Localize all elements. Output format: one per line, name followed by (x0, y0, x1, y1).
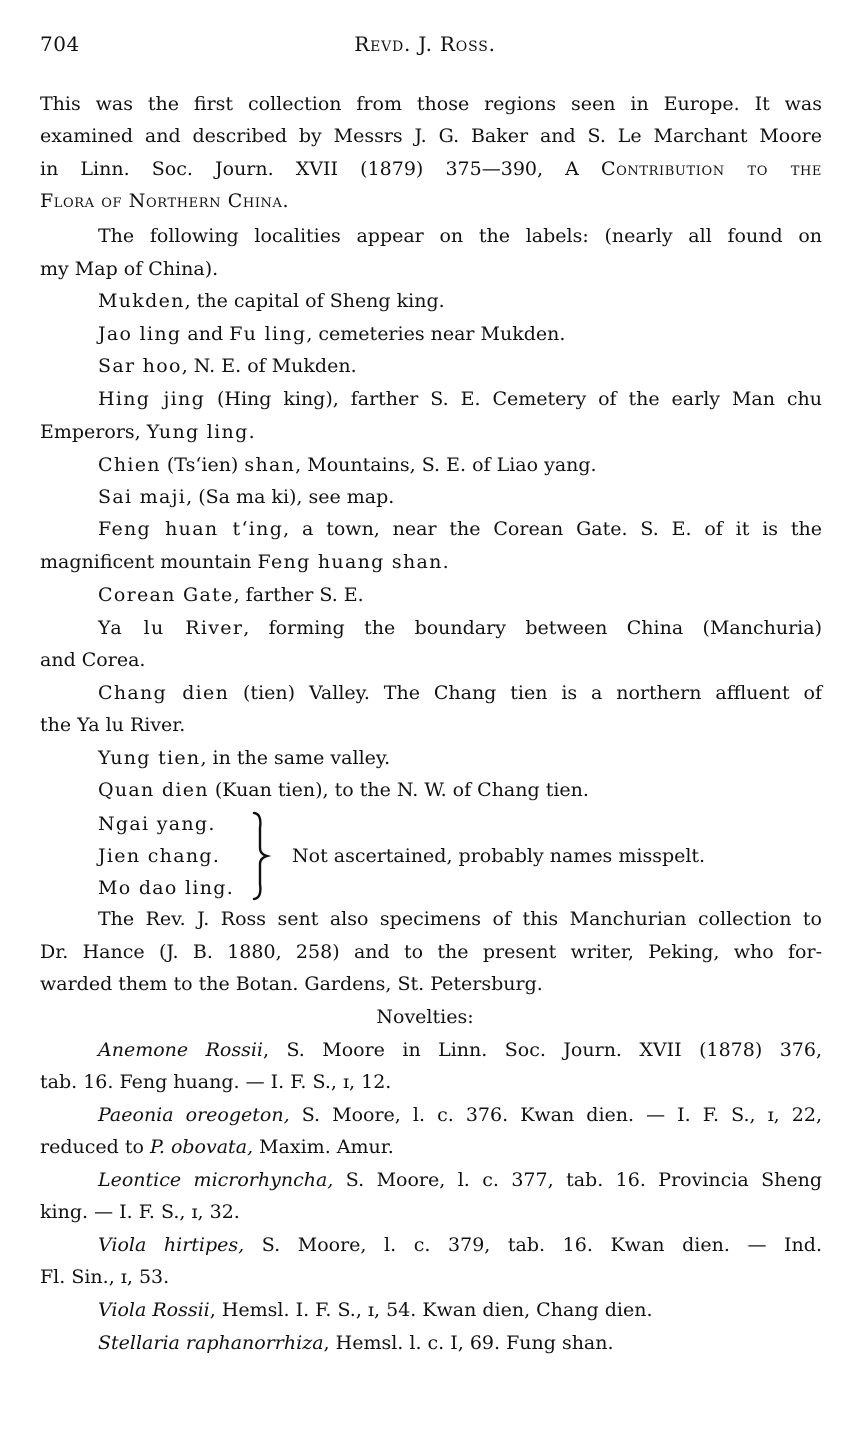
locality-desc: . (248, 421, 255, 443)
novelty-entry (98, 1327, 822, 1359)
species-name: Viola hirtipes, (98, 1234, 245, 1256)
locality-entry (98, 513, 822, 545)
locality-desc: , in the same valley. (200, 747, 391, 769)
article-title-cont: Flora of Northern China. (40, 190, 290, 212)
locality-entry (98, 481, 822, 513)
locality-name: shan (244, 454, 296, 476)
species-citation: Maxim. Amur. (253, 1136, 394, 1158)
locality-name: Ngai yang. (98, 813, 216, 835)
locality-name: Feng huang shan (257, 551, 443, 573)
novelty-entry-cont: Fl. Sin., ɪ, 53. (40, 1266, 170, 1288)
paragraph-line: Dr. Hance (J. B. 1880, 258) and to the present writer, Peking, who for- (40, 941, 822, 963)
paragraph-line: warded them to the Botan. Gardens, St. Petersburg. (40, 973, 543, 995)
locality-desc: (Ts‘ien) (160, 454, 245, 476)
locality-entry-cont (40, 416, 255, 448)
species-name: Paeonia oreogeton, (98, 1104, 290, 1126)
locality-name: Fu ling (229, 323, 307, 345)
locality-name: Mukden (98, 290, 185, 312)
paragraph-line: examined and described by Messrs J. G. Baker and S. Le Marchant Moore (40, 125, 822, 147)
locality-desc: (Kuan tien), to the N. W. of Chang tien. (208, 779, 589, 801)
locality-entry-cont (40, 546, 449, 578)
locality-desc: (tien) Valley. The Chang tien is a northern affluent of (229, 682, 822, 704)
locality-desc: , forming the boundary between China (Manchuria) (243, 617, 822, 639)
species-citation: S. Moore, l. c. 377, tab. 16. Provincia Sheng (333, 1169, 823, 1191)
locality-entry-cont: the Ya lu River. (40, 714, 186, 736)
locality-desc: magnificent mountain (40, 551, 258, 573)
locality-entry (98, 774, 822, 806)
locality-name: Mo dao ling. (98, 877, 235, 899)
locality-entry (98, 350, 822, 382)
novelty-entry-cont (40, 1131, 394, 1163)
locality-desc: Emperors, (40, 421, 147, 443)
species-name: Viola Rossii (98, 1299, 210, 1321)
locality-desc: , N. E. of Mukden. (181, 355, 357, 377)
locality-desc: , a town, near the Corean Gate. S. E. of it is the (283, 518, 822, 540)
locality-name: Hing jing (98, 388, 206, 410)
locality-entry (98, 285, 822, 317)
locality-entry (98, 742, 822, 774)
locality-name: Chien (98, 454, 161, 476)
locality-desc: , Mountains, S. E. of Liao yang. (295, 454, 597, 476)
novelty-entry (98, 1164, 822, 1196)
locality-desc: , cemeteries near Mukden. (306, 323, 566, 345)
locality-desc: . (442, 551, 449, 573)
locality-name: Chang dien (98, 682, 230, 704)
species-citation: S. Moore, l. c. 376. Kwan dien. — I. F. S., ɪ, 22, (289, 1104, 822, 1126)
novelty-entry (98, 1034, 822, 1066)
paragraph-line: This was the first collection from those regions seen in Europe. It was (40, 93, 822, 115)
novelty-entry (98, 1229, 822, 1261)
locality-desc: , farther S. E. (233, 584, 364, 606)
species-citation: S. Moore, l. c. 379, tab. 16. Kwan dien. — Ind. (244, 1234, 822, 1256)
line-text: in Linn. Soc. Journ. XVII (1879) 375—390, A (40, 158, 602, 180)
locality-name: Feng huan t‘ing (98, 518, 284, 540)
species-citation: , S. Moore in Linn. Soc. Journ. XVII (1878) 376, (262, 1039, 823, 1061)
locality-entry (98, 579, 822, 611)
locality-name: Sai maji (98, 486, 187, 508)
locality-desc: , the capital of Sheng king. (184, 290, 445, 312)
species-name: Leontice microrhyncha, (98, 1169, 334, 1191)
novelties-heading: Novelties: (376, 1006, 474, 1028)
locality-desc: , (Sa ma ki), see map. (186, 486, 395, 508)
novelty-entry (98, 1099, 822, 1131)
novelty-entry-cont: tab. 16. Feng huang. — I. F. S., ɪ, 12. (40, 1071, 392, 1093)
locality-desc: (Hing king), farther S. E. Cemetery of the early Man chu (205, 388, 823, 410)
locality-name: Yung tien (98, 747, 201, 769)
species-citation: , Hemsl. I. F. S., ɪ, 54. Kwan dien, Chang dien. (209, 1299, 653, 1321)
novelty-entry (98, 1294, 822, 1326)
species-name: Stellaria raphanorrhiza (98, 1332, 324, 1354)
brace-note: Not ascertained, probably names misspelt. (292, 845, 706, 867)
locality-entry (98, 318, 822, 350)
curly-brace-icon (240, 810, 280, 902)
locality-entry (98, 449, 822, 481)
locality-entry (98, 677, 822, 709)
locality-name: Sar hoo (98, 355, 182, 377)
locality-name: Jien chang. (98, 845, 221, 867)
locality-connector: and (181, 323, 230, 345)
paragraph-line (40, 153, 822, 185)
locality-name: Quan dien (98, 779, 209, 801)
species-citation: reduced to (40, 1136, 150, 1158)
locality-entry-cont: and Corea. (40, 649, 146, 671)
locality-name: Ya lu River (98, 617, 244, 639)
novelty-entry-cont: king. — I. F. S., ɪ, 32. (40, 1201, 240, 1223)
locality-name: Corean Gate (98, 584, 234, 606)
running-head: Revd. J. Ross. (354, 32, 496, 56)
locality-entry (98, 612, 822, 644)
species-citation: , Hemsl. l. c. I, 69. Fung shan. (323, 1332, 614, 1354)
species-name: Anemone Rossii (98, 1039, 263, 1061)
species-name: P. obovata, (149, 1136, 254, 1158)
locality-name: Jao ling (98, 323, 182, 345)
locality-entry (98, 383, 822, 415)
page-number: 704 (40, 32, 80, 56)
paragraph-line: The following localities appear on the labels: (nearly all found on (98, 225, 822, 247)
locality-name: Yung ling (146, 421, 249, 443)
paragraph-line: The Rev. J. Ross sent also specimens of this Manchurian collection to (98, 908, 822, 930)
article-title: Contribution to the (601, 158, 822, 180)
paragraph-line: my Map of China). (40, 258, 219, 280)
